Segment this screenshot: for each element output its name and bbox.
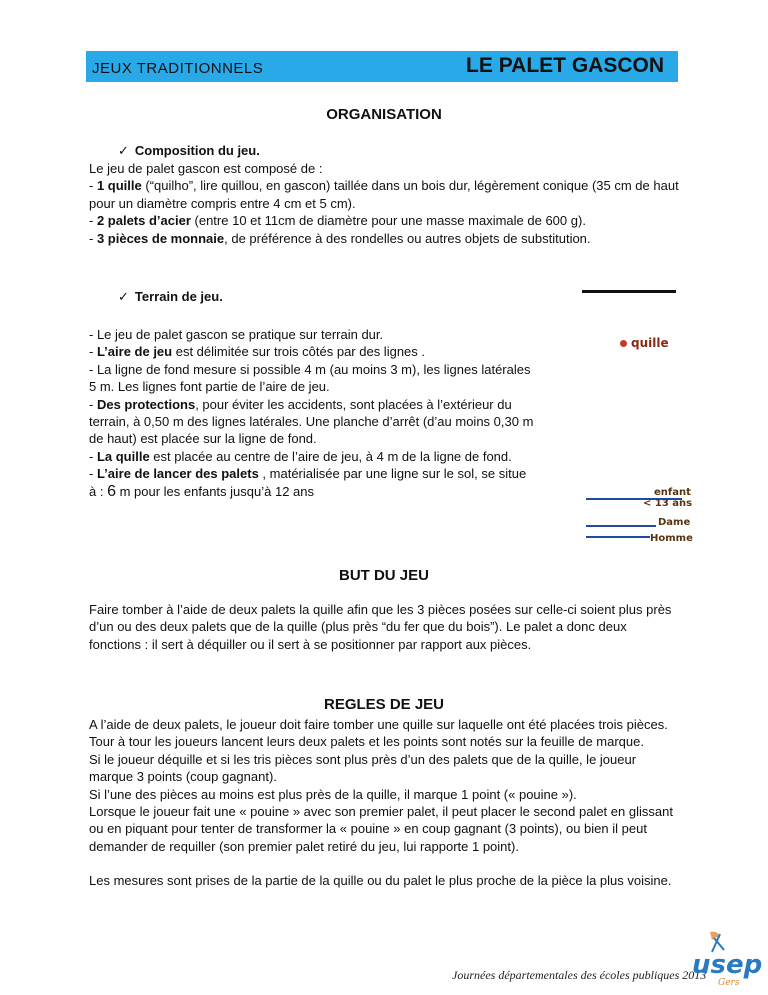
terrain-line-4: - Des protections, pour éviter les accidents, sont placées à l’extérieur du terrain, à 0,50 m des lignes latérales. Une planche d’arrêt (d’au moins 0,30 m de haut) est placée sur la ligne de fond. xyxy=(89,396,534,447)
quille-label: quille xyxy=(631,336,669,350)
terrain-line-3: - La ligne de fond mesure si possible 4 m (au moins 3 m), les lignes latérales 5 m. Les lignes font partie de l’aire de jeu. xyxy=(89,361,531,395)
header-title: LE PALET GASCON xyxy=(466,54,664,77)
terrain-line-1: - Le jeu de palet gascon se pratique sur terrain dur. xyxy=(89,327,384,342)
but-text: Faire tomber à l’aide de deux palets la quille afin que les 3 pièces posées sur celle-ci soient plus près d’un ou des deux palets que de la quille (plus près “du fer que du bois”). Le palet a donc deux fonctions : il sert à déquiller ou il sert à se positionner par rapport aux pièces. xyxy=(89,602,672,652)
terrain-line-6: - L’aire de lancer des palets , matérialisée par une ligne sur le sol, se situe à : 6 m pour les enfants jusqu’à 12 ans xyxy=(89,466,527,500)
regles-para-5: Les mesures sont prises de la partie de la quille ou du palet le plus proche de la pièce la plus voisine. xyxy=(89,873,672,889)
regles-para-3: Si l’une des pièces au moins est plus près de la quille, il marque 1 point (« pouine »). xyxy=(89,786,577,802)
dame-label: Dame xyxy=(658,517,691,528)
regles-para-2: Si le joueur déquille et si les tris pièces sont plus près d’un des palets que de la quille, le joueur marque 3 points (coup gagnant). xyxy=(89,751,637,785)
section-title-regles: REGLES DE JEU xyxy=(323,696,445,713)
regles-para-4: Lorsque le joueur fait une « pouine » avec son premier palet, il peut placer le second palet en glissant ou en piquant pour tenter de transformer la « pouine » en coup gagnant (3 points), ou bien il peut demander de requiller (son premier palet retiré du jeu, lui rapporte 1 point). xyxy=(89,804,673,854)
homme-label: Homme xyxy=(650,533,693,544)
composition-heading: ✓ Composition du jeu. xyxy=(118,143,260,158)
enfant-age-label: < 13 ans xyxy=(643,498,693,509)
checkmark-icon: ✓ xyxy=(118,289,129,304)
footer-text: Journées départementales des écoles publiques 2013 xyxy=(452,968,707,982)
usep-logo-sub: Gers xyxy=(718,978,740,988)
usep-logo-text: usep xyxy=(692,950,763,980)
composition-item-quille: - 1 quille (“quilho”, lire quillou, en gascon) taillée dans un bois dur, légèrement conique (35 cm de haut pour un diamètre compris entre 4 cm et 5 cm). xyxy=(89,178,679,211)
composition-block xyxy=(89,160,679,247)
enfant-label: enfant xyxy=(654,487,691,498)
homme-line xyxy=(586,536,650,538)
quille-dot-icon xyxy=(620,340,627,347)
checkmark-icon: ✓ xyxy=(118,143,129,158)
terrain-block xyxy=(89,326,534,500)
terrain-heading: ✓ Terrain de jeu. xyxy=(118,289,223,304)
header-bar xyxy=(86,51,678,82)
composition-item-palets: - 2 palets d’acier (entre 10 et 11cm de diamètre pour une masse maximale de 600 g). xyxy=(89,213,586,229)
regles-para-1: A l’aide de deux palets, le joueur doit faire tomber une quille sur laquelle ont été placées trois pièces. Tour à tour les joueurs lancent leurs deux palets et les points sont notés sur la feuille de marque. xyxy=(89,717,668,750)
header-category: JEUX TRADITIONNELS xyxy=(92,60,264,77)
usep-logo xyxy=(690,928,763,990)
dame-line xyxy=(586,525,656,527)
section-title-organisation: ORGANISATION xyxy=(326,106,442,123)
composition-intro: Le jeu de palet gascon est composé de : xyxy=(89,161,323,176)
composition-item-pieces: - 3 pièces de monnaie, de préférence à des rondelles ou autres objets de substitution. xyxy=(89,230,591,246)
terrain-line-5: - La quille est placée au centre de l’aire de jeu, à 4 m de la ligne de fond. xyxy=(89,448,512,464)
regles-block xyxy=(89,716,681,890)
back-line xyxy=(582,290,676,293)
section-title-but: BUT DU JEU xyxy=(338,567,429,584)
terrain-line-2: - L’aire de jeu est délimitée sur trois côtés par des lignes . xyxy=(89,344,425,360)
